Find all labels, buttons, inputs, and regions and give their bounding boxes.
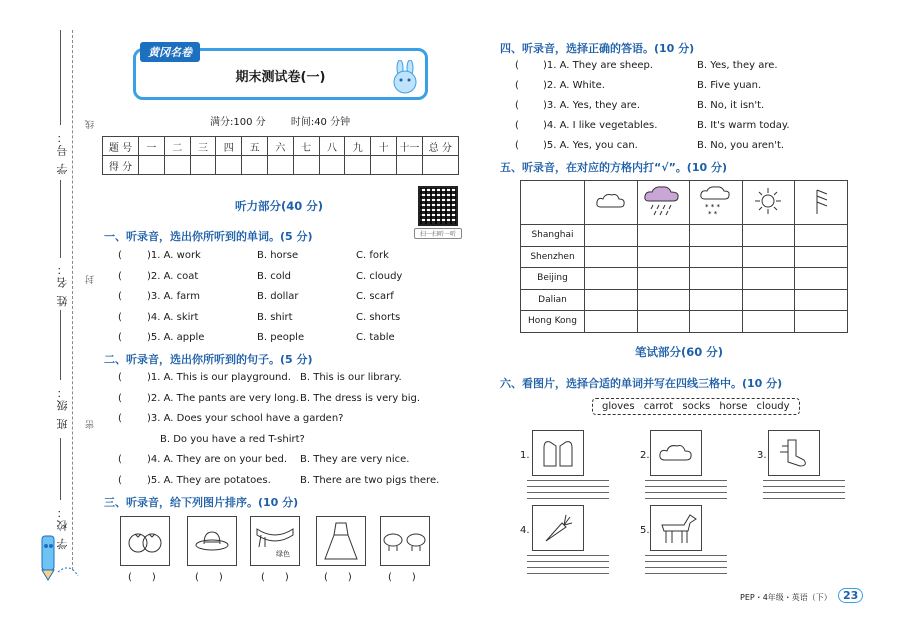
order-answer-blank[interactable]: ( ): [128, 572, 156, 583]
score-header-cell: 六: [267, 137, 293, 156]
check-cell[interactable]: [585, 268, 638, 290]
writing-lines[interactable]: [645, 555, 727, 575]
snowy-icon: [699, 185, 733, 217]
check-cell[interactable]: [795, 268, 848, 290]
windy-header: [795, 181, 848, 225]
order-answer-blank[interactable]: ( ): [195, 572, 223, 583]
check-cell[interactable]: [742, 246, 795, 268]
score-header-cell: 四: [216, 137, 242, 156]
page-title: 期末测试卷(一): [235, 70, 326, 85]
time-limit: 时间:40 分钟: [290, 117, 351, 128]
check-cell[interactable]: [795, 311, 848, 333]
sentence-a: )4. A. They are on your bed.: [147, 454, 288, 465]
section-3-title: 三、听录音，给下列图片排序。(10 分): [104, 496, 299, 509]
weather-corner-cell: [521, 181, 585, 225]
score-input-cell[interactable]: [422, 156, 458, 175]
writing-lines[interactable]: [527, 555, 609, 575]
answer-b: B. Five yuan.: [697, 80, 762, 91]
score-input-cell[interactable]: [139, 156, 165, 175]
city-name: Dalian: [521, 289, 585, 311]
score-input-cell[interactable]: [345, 156, 371, 175]
weather-row: [521, 311, 848, 333]
qr-caption: 扫一扫听一听: [414, 228, 462, 239]
windy-icon: [809, 186, 833, 216]
check-cell[interactable]: [742, 289, 795, 311]
item-1-number: 1.: [520, 450, 530, 461]
question-bracket[interactable]: (: [118, 270, 122, 282]
check-cell[interactable]: [742, 268, 795, 290]
listening-heading: 听力部分(40 分): [235, 199, 324, 213]
check-cell[interactable]: [637, 311, 690, 333]
score-header-cell: 二: [164, 137, 190, 156]
full-score: 满分:100 分: [210, 117, 266, 128]
option-a: )4. A. skirt: [147, 311, 199, 323]
answer-b: B. No, it isn't.: [697, 100, 765, 111]
check-cell[interactable]: [795, 246, 848, 268]
svg-text:* * *: * * *: [704, 203, 720, 211]
option-c: C. fork: [356, 250, 389, 261]
sunny-header: [742, 181, 795, 225]
section-6-title: 六、看图片，选择合适的单词并写在四线三格中。(10 分): [500, 377, 783, 390]
cloudy-icon: [594, 191, 628, 211]
weather-table: [520, 180, 848, 333]
check-cell[interactable]: [795, 225, 848, 247]
scarf-color-label: 绿色: [276, 550, 290, 558]
score-header-cell: 七: [293, 137, 319, 156]
question-bracket[interactable]: (: [118, 413, 122, 424]
score-input-cell[interactable]: [216, 156, 242, 175]
footer-text: PEP・4年级・英语（下）: [740, 593, 832, 602]
order-answer-blank[interactable]: ( ): [388, 572, 416, 583]
carrot-picture: [532, 505, 584, 551]
sentence-a: )2. A. The pants are very long.: [147, 392, 299, 404]
order-answer-blank[interactable]: ( ): [324, 572, 352, 583]
class-field[interactable]: [60, 310, 61, 380]
score-input-cell[interactable]: [396, 156, 422, 175]
question-bracket[interactable]: (: [118, 372, 122, 383]
answer-a: )2. A. White.: [543, 80, 605, 91]
score-input-cell[interactable]: [319, 156, 345, 175]
option-a: )2. A. coat: [147, 270, 199, 282]
order-answer-blank[interactable]: ( ): [261, 572, 289, 583]
gloves-icon: [538, 436, 578, 470]
score-header-cell: 九: [345, 137, 371, 156]
question-bracket[interactable]: (: [118, 250, 122, 261]
weather-row: [521, 268, 848, 290]
item-5-number: 5.: [640, 525, 650, 536]
check-cell[interactable]: [585, 246, 638, 268]
check-cell[interactable]: [690, 268, 743, 290]
score-input-cell[interactable]: [371, 156, 397, 175]
page-number: 23: [838, 588, 863, 603]
question-bracket[interactable]: (: [118, 311, 122, 323]
score-header-cell: 八: [319, 137, 345, 156]
weather-row: [521, 225, 848, 247]
score-input-cell[interactable]: [267, 156, 293, 175]
score-header-cell: 十: [371, 137, 397, 156]
option-b: B. horse: [257, 250, 299, 261]
cloudy-header: [585, 181, 638, 225]
gloves-picture: [532, 430, 584, 476]
tomatoes-picture: [120, 516, 170, 566]
question-bracket[interactable]: (: [118, 392, 122, 404]
hat-picture: [187, 516, 237, 566]
sentence-a: )1. A. This is our playground.: [147, 372, 291, 383]
question-bracket[interactable]: (: [515, 120, 519, 131]
word-horse: horse: [719, 401, 748, 412]
horse-picture: [650, 505, 702, 551]
question-bracket[interactable]: (: [515, 140, 519, 151]
answer-b: B. Yes, they are.: [697, 60, 778, 71]
check-cell[interactable]: [585, 311, 638, 333]
weather-row: [521, 289, 848, 311]
word-carrot: carrot: [643, 401, 674, 412]
sheep-icon: [381, 526, 429, 556]
check-cell[interactable]: [690, 246, 743, 268]
option-b: B. people: [257, 332, 305, 343]
word-bank: [592, 398, 800, 415]
socks-picture: [768, 430, 820, 476]
seal-mark-line: 线: [86, 120, 96, 129]
score-header-cell: 三: [190, 137, 216, 156]
check-cell[interactable]: [637, 268, 690, 290]
weather-row: [521, 246, 848, 268]
item-3-number: 3.: [757, 450, 767, 461]
school-label: 学 校：: [56, 505, 69, 550]
check-cell[interactable]: [742, 225, 795, 247]
score-input-cell[interactable]: [242, 156, 268, 175]
section-2-title: 二、听录音，选出你所听到的句子。(5 分): [104, 353, 313, 366]
carrot-icon: [538, 511, 578, 545]
binding-line: [72, 30, 73, 570]
city-name: Shenzhen: [521, 246, 585, 268]
dress-picture: [316, 516, 366, 566]
hat-icon: [192, 526, 232, 556]
score-input-cell[interactable]: [190, 156, 216, 175]
writing-lines[interactable]: [527, 480, 609, 500]
answer-a: )3. A. Yes, they are.: [543, 100, 641, 111]
scarf-icon: [253, 521, 297, 561]
word-cloudy: cloudy: [756, 401, 790, 412]
score-row-label: 得 分: [103, 156, 139, 175]
check-cell[interactable]: [795, 289, 848, 311]
question-bracket[interactable]: (: [118, 474, 122, 486]
sentence-b: B. They are very nice.: [300, 454, 410, 465]
check-cell[interactable]: [585, 289, 638, 311]
sentence-a: )5. A. They are potatoes.: [147, 474, 271, 486]
check-cell[interactable]: [637, 289, 690, 311]
city-name: Shanghai: [521, 225, 585, 247]
check-cell[interactable]: [637, 246, 690, 268]
dress-icon: [321, 519, 361, 563]
answer-b: B. It's warm today.: [697, 120, 790, 131]
score-header-cell: 五: [242, 137, 268, 156]
city-name: Beijing: [521, 268, 585, 290]
score-header-cell: 一: [139, 137, 165, 156]
svg-text:* *: * *: [707, 210, 717, 217]
answer-a: )4. A. I like vegetables.: [543, 120, 658, 131]
answer-a: )5. A. Yes, you can.: [543, 140, 638, 151]
score-header-cell: 题 号: [103, 137, 139, 156]
snowy-header: [690, 181, 743, 225]
rainy-header: [637, 181, 690, 225]
score-input-cell[interactable]: [293, 156, 319, 175]
score-header-cell: 十一: [396, 137, 422, 156]
city-name: Hong Kong: [521, 311, 585, 333]
option-a: )3. A. farm: [147, 291, 200, 302]
option-b: B. dollar: [257, 291, 299, 302]
sentence-b: B. Do you have a red T-shirt?: [160, 433, 305, 445]
exam-meta: [210, 113, 372, 128]
word-socks: socks: [682, 401, 711, 412]
sentence-b: B. The dress is very big.: [300, 392, 421, 404]
sentence-b: B. There are two pigs there.: [300, 474, 440, 486]
option-b: B. cold: [257, 270, 291, 282]
question-bracket[interactable]: (: [118, 291, 122, 302]
seal-mark-secret: 密: [86, 420, 96, 429]
cloud-icon: [657, 442, 695, 464]
check-cell[interactable]: [585, 225, 638, 247]
question-bracket[interactable]: (: [515, 80, 519, 91]
check-cell[interactable]: [690, 289, 743, 311]
sheep-picture: [380, 516, 430, 566]
answer-b: B. No, you aren't.: [697, 140, 785, 151]
horse-icon: [654, 509, 698, 547]
question-bracket[interactable]: (: [118, 454, 122, 465]
check-cell[interactable]: [742, 311, 795, 333]
check-cell[interactable]: [690, 311, 743, 333]
student-id-label: 学 号：: [56, 130, 69, 175]
brand-logo: 黄冈名卷: [140, 42, 200, 62]
question-bracket[interactable]: (: [515, 60, 519, 71]
option-b: B. shirt: [257, 311, 293, 323]
score-header-cell: 总 分: [422, 137, 458, 156]
sentence-a: )3. A. Does your school have a garden?: [147, 413, 344, 424]
option-a: )5. A. apple: [147, 332, 205, 343]
word-gloves: gloves: [602, 401, 635, 412]
option-c: C. shorts: [356, 311, 401, 323]
cloud-picture: [650, 430, 702, 476]
item-4-number: 4.: [520, 525, 530, 536]
score-table: [102, 136, 459, 175]
check-cell[interactable]: [637, 225, 690, 247]
school-field[interactable]: [60, 438, 61, 500]
socks-icon: [774, 436, 814, 470]
section-4-title: 四、听录音，选择正确的答语。(10 分): [500, 42, 695, 55]
option-a: )1. A. work: [147, 250, 201, 261]
seal-mark-seal: 封: [86, 275, 96, 284]
check-cell[interactable]: [690, 225, 743, 247]
item-2-number: 2.: [640, 450, 650, 461]
question-bracket[interactable]: (: [515, 100, 519, 111]
writing-lines[interactable]: [763, 480, 845, 500]
sentence-b: B. This is our library.: [300, 372, 402, 383]
question-bracket[interactable]: (: [118, 332, 122, 343]
class-label: 班 级：: [56, 385, 69, 430]
bunny-mascot-icon: [388, 60, 424, 96]
sunny-icon: [753, 186, 783, 216]
name-field[interactable]: [60, 180, 61, 258]
option-c: C. scarf: [356, 291, 394, 302]
written-heading: 笔试部分(60 分): [635, 345, 724, 359]
score-input-cell[interactable]: [164, 156, 190, 175]
answer-a: )1. A. They are sheep.: [543, 60, 654, 71]
qr-code[interactable]: [418, 186, 458, 226]
student-id-field[interactable]: [60, 30, 61, 125]
name-label: 姓 名：: [56, 262, 69, 307]
scarf-picture: [250, 516, 300, 566]
pencil-mascot-icon: [30, 532, 82, 584]
section-5-title: 五、听录音，在对应的方格内打“√”。(10 分): [500, 161, 727, 174]
writing-lines[interactable]: [645, 480, 727, 500]
rainy-icon: [643, 185, 683, 217]
option-c: C. cloudy: [356, 270, 403, 282]
tomatoes-icon: [125, 526, 165, 556]
option-c: C. table: [356, 332, 395, 343]
section-1-title: 一、听录音，选出你所听到的单词。(5 分): [104, 230, 313, 243]
